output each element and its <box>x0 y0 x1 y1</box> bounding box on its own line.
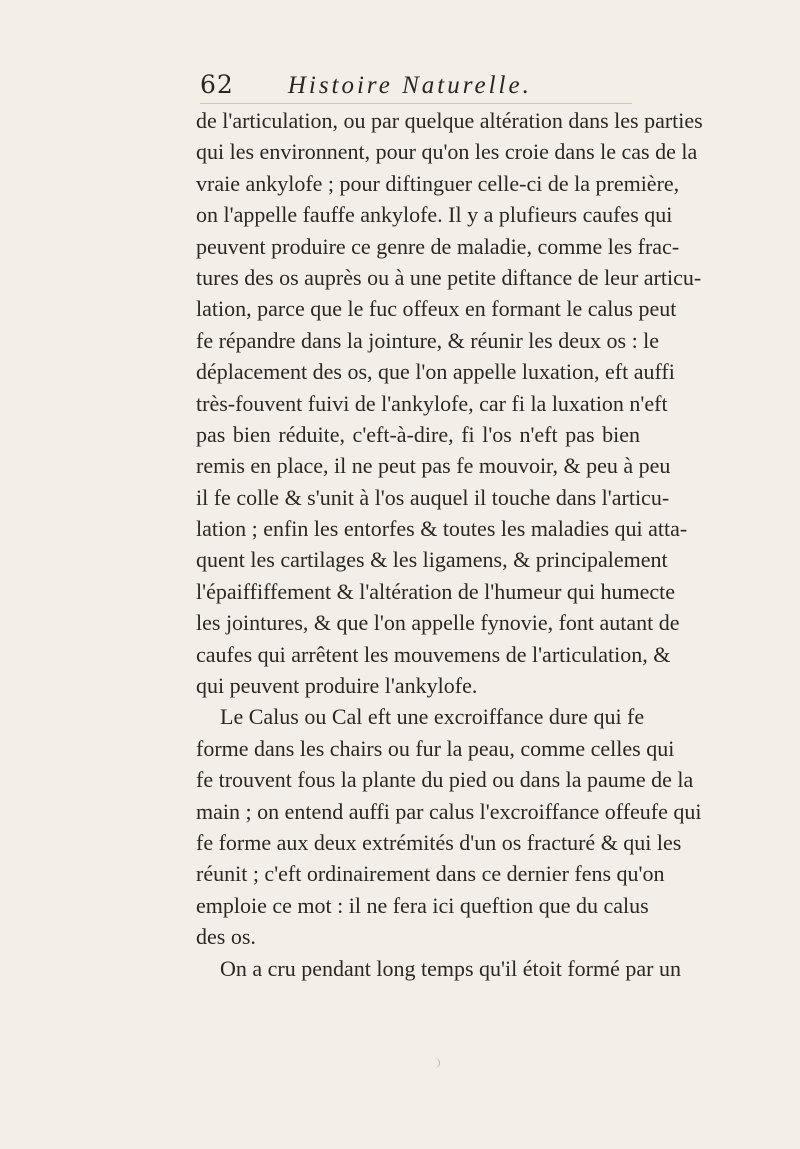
body-text <box>196 105 703 984</box>
text-line: très-fouvent fuivi de l'ankylofe, car fi la luxation n'eft <box>196 390 668 416</box>
text-line: des os. <box>196 924 256 950</box>
page-header <box>200 70 640 100</box>
text-line: remis en place, il ne peut pas fe mouvoir, & peu à peu <box>196 453 671 479</box>
text-line: lation, parce que le fuc offeux en formant le calus peut <box>196 296 677 322</box>
ink-mark <box>434 1058 440 1068</box>
running-title: Histoire Naturelle. <box>287 72 532 99</box>
text-line: déplacement des os, que l'on appelle luxation, eft auffi <box>196 359 675 385</box>
text-line: pas bien réduite, c'eft-à-dire, fi l'os n'eft pas bien <box>196 421 640 447</box>
text-line: caufes qui arrêtent les mouvemens de l'articulation, & <box>196 641 671 667</box>
text-line: fe trouvent fous la plante du pied ou dans la paume de la <box>196 767 694 793</box>
text-line: quent les cartilages & les ligamens, & principalement <box>196 547 668 573</box>
text-line: fe répandre dans la jointure, & réunir les deux os : le <box>196 327 660 353</box>
text-line: il fe colle & s'unit à l'os auquel il touche dans l'articu- <box>196 484 670 510</box>
text-line: peuvent produire ce genre de maladie, comme les frac- <box>196 233 680 259</box>
text-line: on l'appelle fauffe ankylofe. Il y a plufieurs caufes qui <box>196 202 673 228</box>
paragraph-start-line: On a cru pendant long temps qu'il étoit formé par un <box>220 955 681 981</box>
text-line: tures des os auprès ou à une petite diftance de leur articu- <box>196 264 702 290</box>
text-line: réunit ; c'eft ordinairement dans ce dernier fens qu'on <box>196 861 665 887</box>
paragraph-start-line: Le Calus ou Cal eft une excroiffance dure qui fe <box>220 704 645 730</box>
header-rule <box>200 103 632 104</box>
text-line: les jointures, & que l'on appelle fynovie, font autant de <box>196 610 680 636</box>
text-line: fe forme aux deux extrémités d'un os fracturé & qui les <box>196 829 682 855</box>
text-line: lation ; enfin les entorfes & toutes les maladies qui atta- <box>196 516 688 542</box>
page-number: 62 <box>200 70 234 99</box>
text-line: forme dans les chairs ou fur la peau, comme celles qui <box>196 735 675 761</box>
text-line: main ; on entend auffi par calus l'excroiffance offeufe qui <box>196 798 702 824</box>
text-line: de l'articulation, ou par quelque altération dans les parties <box>196 108 703 133</box>
text-line: vraie ankylofe ; pour diftinguer celle-ci de la première, <box>196 170 680 196</box>
text-line: l'épaiffiffement & l'altération de l'humeur qui humecte <box>196 578 676 604</box>
text-line: emploie ce mot : il ne fera ici queftion que du calus <box>196 892 649 918</box>
text-line: qui peuvent produire l'ankylofe. <box>196 673 478 699</box>
text-line: qui les environnent, pour qu'on les croie dans le cas de la <box>196 139 698 165</box>
